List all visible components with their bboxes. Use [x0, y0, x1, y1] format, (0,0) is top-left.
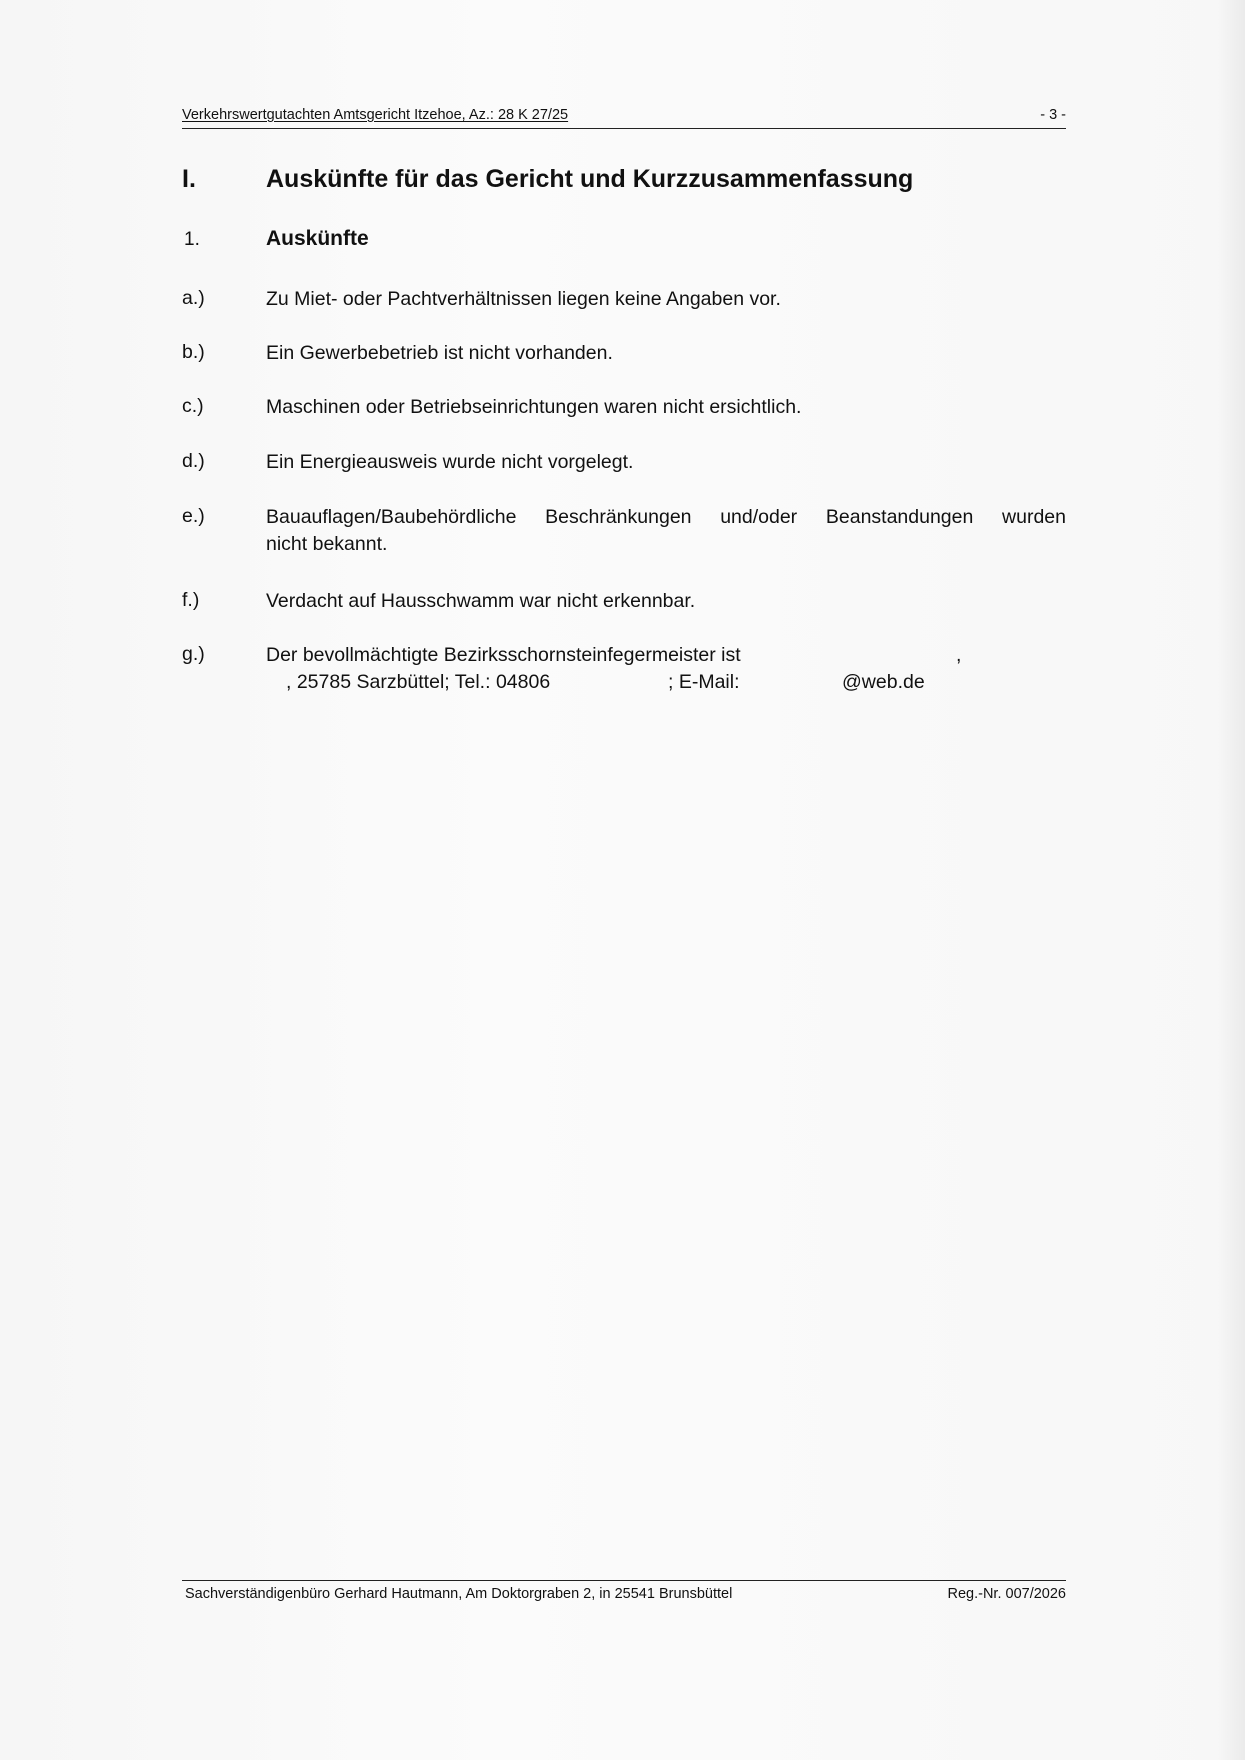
item-text-a: Zu Miet- oder Pachtverhältnissen liegen keine Angaben vor.	[266, 288, 781, 310]
subsection-title: Auskünfte	[266, 227, 369, 250]
item-label-e: e.)	[182, 505, 205, 527]
item-text-g-comma: ,	[956, 644, 962, 666]
item-text-b: Ein Gewerbebetrieb ist nicht vorhanden.	[266, 342, 613, 364]
item-label-f: f.)	[182, 589, 200, 611]
item-label-g: g.)	[182, 643, 205, 665]
item-text-g	[266, 642, 1066, 702]
item-label-a: a.)	[182, 287, 205, 309]
page-number: - 3 -	[1040, 107, 1066, 123]
footer-office: Sachverständigenbüro Gerhard Hautmann, Am Doktorgraben 2, in 25541 Brunsbüttel	[185, 1586, 733, 1602]
footer-reg-number: Reg.-Nr. 007/2026	[947, 1586, 1066, 1602]
page-edge-shadow	[1217, 0, 1245, 1760]
item-text-g-email-label: ; E-Mail:	[668, 671, 740, 693]
section-title: Auskünfte für das Gericht und Kurzzusammenfassung	[266, 165, 914, 193]
item-label-c: c.)	[182, 395, 204, 417]
item-text-f: Verdacht auf Hausschwamm war nicht erkennbar.	[266, 590, 696, 612]
item-text-d: Ein Energieausweis wurde nicht vorgelegt.	[266, 451, 634, 473]
header-title: Verkehrswertgutachten Amtsgericht Itzehoe, Az.: 28 K 27/25	[182, 107, 569, 123]
item-label-b: b.)	[182, 341, 205, 363]
item-text-e-line2: nicht bekannt.	[266, 533, 388, 555]
item-label-d: d.)	[182, 450, 205, 472]
subsection-number: 1.	[184, 229, 200, 250]
item-text-g-line1: Der bevollmächtigte Bezirksschornsteinfegermeister ist	[266, 644, 741, 666]
page-header	[182, 106, 1066, 129]
item-text-g-email-domain: @web.de	[842, 671, 925, 693]
page-footer	[182, 1580, 1066, 1602]
item-text-g-address: , 25785 Sarzbüttel; Tel.: 04806	[286, 671, 551, 693]
item-text-e	[266, 504, 1066, 558]
item-text-c: Maschinen oder Betriebseinrichtungen waren nicht ersichtlich.	[266, 396, 802, 418]
item-text-e-line1: Bauauflagen/Baubehördliche Beschränkungen und/oder Beanstandungen wurden	[266, 506, 1066, 528]
section-number: I.	[182, 165, 196, 193]
